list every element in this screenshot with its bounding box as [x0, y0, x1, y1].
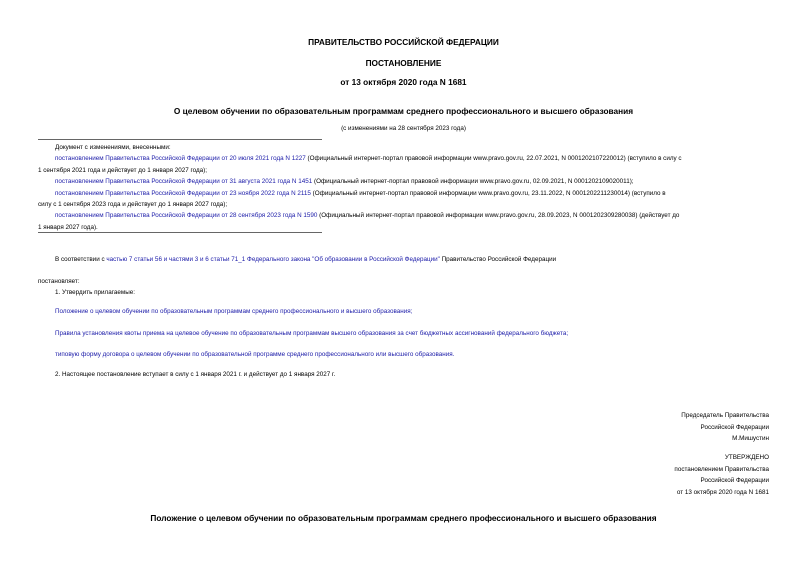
edition-item: постановлением Правительства Российской Федерации от 31 августа 2021 года N 1451 (Официальный интернет-портал правовой информации www.pravo.gov.ru, 02.09.2021, N 0001202109020011);: [55, 178, 634, 186]
divider-top: [38, 139, 322, 140]
law-link[interactable]: частью 7 статьи 56 и частями 3 и 6 статьи 71_1 Федерального закона "Об образовании в Российской Федерации": [106, 256, 440, 263]
signature-position: Председатель Правительства: [681, 412, 769, 419]
org-heading: ПРАВИТЕЛЬСТВО РОССИЙСКОЙ ФЕДЕРАЦИИ: [308, 37, 499, 47]
item-1: 1. Утвердить прилагаемые:: [55, 289, 135, 296]
revision-note: (с изменениями на 28 сентября 2023 года): [341, 125, 466, 132]
item-2: 2. Настоящее постановление вступает в силу с 1 января 2021 г. и действует до 1 января 2027 г.: [55, 371, 336, 378]
signature-name: М.Мишустин: [732, 435, 769, 443]
edition-link[interactable]: постановлением Правительства Российской Федерации от 20 июля 2021 года N 1227: [55, 155, 306, 163]
edition-item: постановлением Правительства Российской Федерации от 20 июля 2021 года N 1227 (Официальный интернет-портал правовой информации www.pravo.gov.ru, 22.07.2021, N 0001202107220012) (вступило в силу с: [55, 155, 682, 163]
edition-item: постановлением Правительства Российской Федерации от 23 ноября 2022 года N 2115 (Официальный интернет-портал правовой информации www.pravo.gov.ru, 23.11.2022, N 0001202211230014) (вступило в: [55, 189, 666, 197]
divider-bottom: [38, 232, 322, 233]
edition-item-cont: 1 сентября 2021 года и действует до 1 января 2027 года);: [38, 166, 208, 174]
approved-link-rules[interactable]: Правила установления квоты приема на целевое обучение по образовательным программам высшего образования за счет бюджетных ассигнований федерального бюджета;: [55, 330, 569, 337]
approved-link-contract-form[interactable]: типовую форму договора о целевом обучении по образовательной программе среднего профессионального или высшего образования.: [55, 351, 455, 358]
approval-stamp: УТВЕРЖДЕНО постановлением Правительства Российской Федерации от 13 октября 2020 года N 1681: [674, 454, 769, 496]
editions-intro: Документ с изменениями, внесенными:: [55, 144, 171, 151]
edition-link[interactable]: постановлением Правительства Российской Федерации от 28 сентября 2023 года N 1590: [55, 212, 318, 220]
edition-link[interactable]: постановлением Правительства Российской Федерации от 31 августа 2021 года N 1451: [55, 178, 313, 186]
edition-link[interactable]: постановлением Правительства Российской Федерации от 23 ноября 2022 года N 2115: [55, 189, 311, 197]
date-number: от 13 октября 2020 года N 1681: [340, 77, 467, 87]
doc-type-heading: ПОСТАНОВЛЕНИЕ: [365, 58, 442, 68]
annex-title: Положение о целевом обучении по образовательным программам среднего профессионального и высшего образования: [150, 513, 657, 523]
preamble: В соответствии с частью 7 статьи 56 и частями 3 и 6 статьи 71_1 Федерального закона "Об образовании в Российской Федерации" Правительство Российской Федерации: [55, 256, 557, 263]
document-title: О целевом обучении по образовательным программам среднего профессионального и высшего образования: [173, 106, 634, 116]
edition-item-cont: 1 января 2027 года).: [38, 223, 98, 231]
decides-text: постановляет:: [38, 278, 80, 285]
approval-label: УТВЕРЖДЕНО: [724, 454, 769, 461]
edition-item: постановлением Правительства Российской Федерации от 28 сентября 2023 года N 1590 (Официальный интернет-портал правовой информации www.pravo.gov.ru, 28.09.2023, N 0001202309280038) (действует до: [55, 212, 680, 220]
edition-item-cont: силу с 1 сентября 2023 года и действует до 1 января 2027 года);: [38, 201, 228, 209]
signature-block: [681, 410, 769, 445]
signature-country: Российской Федерации: [700, 423, 769, 431]
editions-block: [38, 142, 770, 233]
approved-link-regulation[interactable]: Положение о целевом обучении по образовательным программам среднего профессионального и высшего образования;: [55, 308, 413, 315]
